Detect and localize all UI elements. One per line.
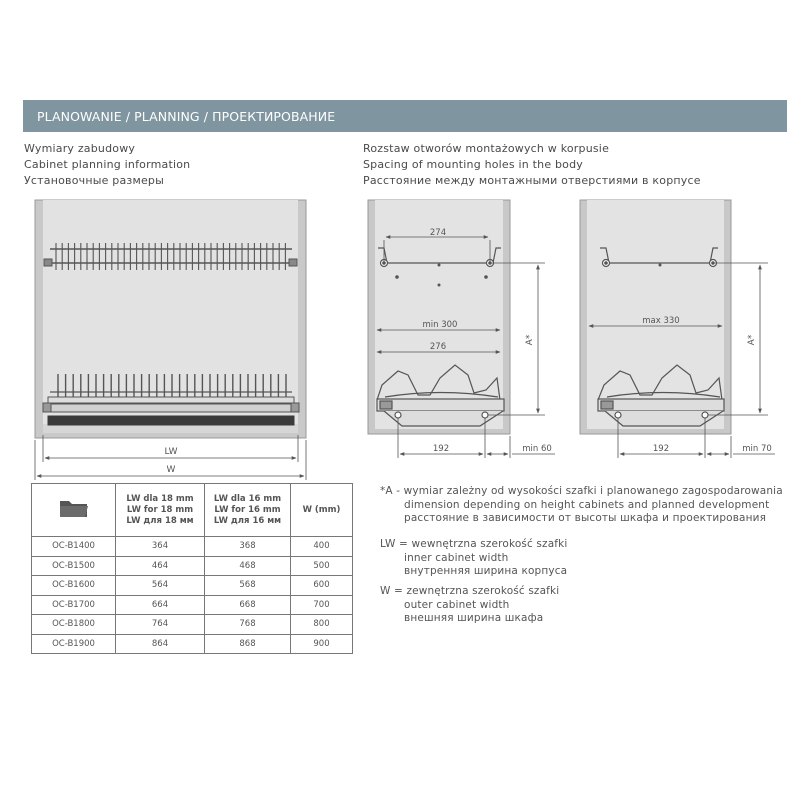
side-1-bottom-span: 192 (432, 444, 450, 454)
table-row: OC-B1500 464 468 500 (32, 556, 353, 576)
table-row: OC-B1800 764 768 800 (32, 615, 353, 635)
right-subtitle-en: Spacing of mounting holes in the body (363, 158, 583, 171)
left-subtitle-pl: Wymiary zabudowy (24, 142, 136, 155)
folder-icon (59, 498, 89, 518)
model-dimensions-table (31, 483, 353, 654)
note-w-ru: внешняя ширина шкафа (404, 612, 544, 624)
note-a-pl: *A - wymiar zależny od wysokości szafki i planowanego zagospodarowania (380, 485, 783, 497)
note-lw-ru: внутренняя ширина корпуса (404, 565, 568, 577)
right-subtitle-pl: Rozstaw otworów montażowych w korpusie (363, 142, 610, 155)
w-header: W (mm) (291, 484, 353, 537)
side-1-top-span: 274 (429, 228, 447, 238)
side-2-min-gap: min 70 (742, 444, 772, 454)
side-2-mid-span: max 330 (642, 316, 680, 326)
side-2-bottom-span: 192 (652, 444, 670, 454)
note-lw (380, 538, 567, 579)
side-1-height-label: A* (525, 334, 535, 346)
left-subtitle-en: Cabinet planning information (24, 158, 191, 171)
side-1-min-gap: min 60 (522, 444, 552, 454)
note-lw-en: inner cabinet width (404, 551, 509, 564)
note-w-en: outer cabinet width (404, 598, 510, 611)
lw-18-header: LW dla 18 mm LW for 18 mm LW для 18 мм (116, 484, 205, 537)
lw-label: LW (164, 447, 178, 457)
table-row: OC-B1600 564 568 600 (32, 576, 353, 596)
w-label: W (166, 465, 176, 475)
right-subtitle-ru: Расстояние между монтажными отверстиями в корпусе (363, 174, 701, 187)
note-a (380, 485, 783, 526)
side-2-height-label: A* (747, 334, 757, 346)
table-header-row (32, 484, 353, 537)
note-w-pl: W = zewnętrzna szerokość szafki (380, 585, 560, 597)
side-1-low-span: 276 (429, 342, 447, 352)
note-a-ru: расстояние в зависимости от высоты шкафа и проектирования (404, 512, 767, 524)
note-w (380, 585, 559, 626)
lw-16-header: LW dla 16 mm LW for 16 mm LW для 16 мм (205, 484, 291, 537)
section-title: PLANOWANIE / PLANNING / ПРОЕКТИРОВАНИЕ (37, 109, 336, 124)
left-subtitle-ru: Установочные размеры (24, 174, 164, 187)
table-row: OC-B1400 364 368 400 (32, 537, 353, 557)
side-1-mid-span: min 300 (422, 320, 458, 330)
note-a-en: dimension depending on height cabinets and planned development (404, 498, 770, 511)
note-lw-pl: LW = wewnętrzna szerokość szafki (380, 538, 568, 550)
table-row: OC-B1900 864 868 900 (32, 634, 353, 654)
folder-header-cell (32, 484, 116, 537)
table-row: OC-B1700 664 668 700 (32, 595, 353, 615)
